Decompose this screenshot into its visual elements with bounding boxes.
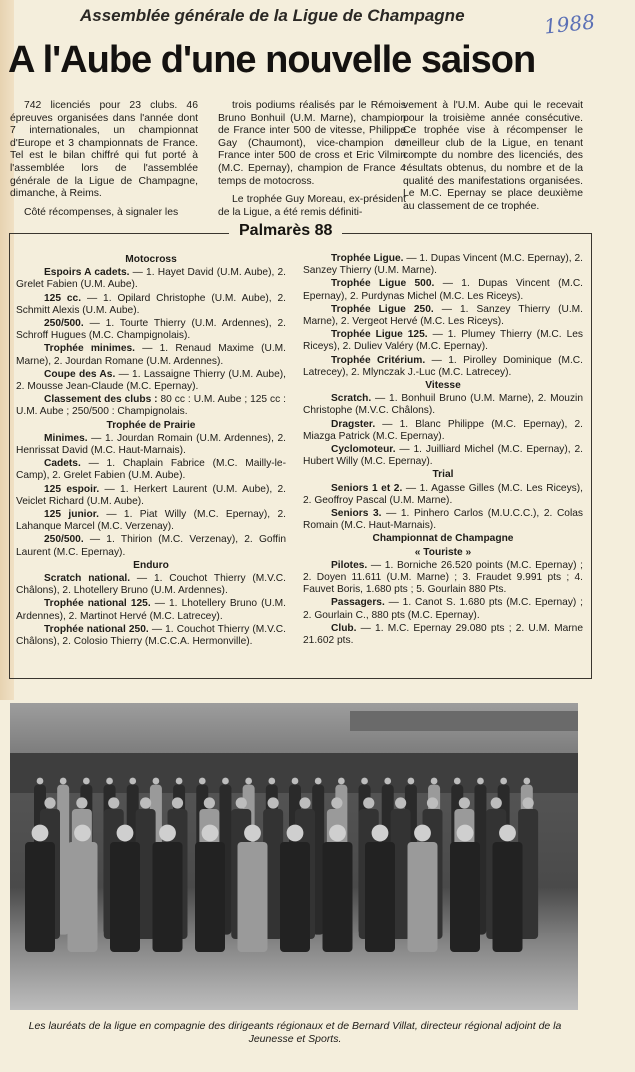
intro-paragraph: Le trophée Guy Moreau, ex-président de la Ligue, a été remis définiti- <box>218 194 406 218</box>
palmares-entry-text: — 1. Piat Willy (M.C. Epernay), 2. Lahanque Marcel (M.C. Verzenay). <box>16 509 286 533</box>
palmares-entry-label: 250/500. <box>44 318 84 330</box>
palmares-entry-label: Trophée national 125. <box>44 598 151 610</box>
palmares-entry-text: — 1. Dupas Vincent (M.C. Epernay), 2. Sanzey Thierry (U.M. Marne). <box>303 253 583 277</box>
person-head <box>268 778 275 785</box>
palmares-entry-text: — 1. Couchot Thierry (M.V.C. Châlons), 2. Lhotellery Bruno (U.M. Ardennes). <box>16 573 286 597</box>
palmares-right-column <box>303 253 583 648</box>
palmares-entry-label: Espoirs A cadets. <box>44 267 130 279</box>
intro-column-2 <box>218 100 406 225</box>
palmares-entry-label: Trophée Critérium. <box>331 354 426 366</box>
palmares-entry-text: — 1. Dupas Vincent (M.C. Epernay), 2. Purdynas Michel (M.C. Les Riceys). <box>303 278 584 302</box>
palmares-entry-text: — 1. Pinhero Carlos (M.U.C.C.), 2. Colas Romain (M.C. Haut-Marnais). <box>303 508 583 532</box>
group-photo <box>10 703 578 1010</box>
person-body <box>323 842 353 952</box>
person-body <box>365 842 395 952</box>
palmares-entry-label: Trophée national 250. <box>44 623 149 635</box>
palmares-entry-label: Trophée Ligue 125. <box>331 329 428 341</box>
person-head <box>408 778 415 785</box>
person-head <box>329 825 346 842</box>
handwritten-year: 1988 <box>542 9 597 39</box>
person-body <box>68 842 98 952</box>
palmares-entry <box>303 393 583 417</box>
palmares-entry-text: — 1. Lassaigne Thierry (U.M. Aube), 2. Mousse Jean-Claude (M.C. Epernay). <box>16 368 286 393</box>
palmares-entry-label: Pilotes. <box>331 559 368 571</box>
palmares-entry-text: — 1. Opilard Christophe (U.M. Aube), 2. Schmitt Alexis (U.M. Aube). <box>16 292 286 316</box>
person-body <box>493 842 523 952</box>
palmares-entry-label: Passagers. <box>331 597 385 609</box>
palmares-entry-text: — 1. Couchot Thierry (M.V.C. Châlons), 2. Colosio Thierry (M.C.C.A. Hermonville). <box>16 623 286 648</box>
palmares-entry-label: Club. <box>331 622 357 634</box>
palmares-entry-text: — 1. Jourdan Romain (U.M. Ardennes), 2. Henrissat David (M.C. Haut-Marnais). <box>16 432 286 457</box>
person-head <box>331 797 342 808</box>
palmares-entry-text: — 1. M.C. Epernay 29.080 pts ; 2. U.M. Marne 21.602 pts. <box>303 622 583 647</box>
palmares-entry-text: — 1. Thirion (M.C. Verzenay), 2. Goffin Laurent (M.C. Epernay). <box>16 534 286 558</box>
palmares-entry-label: Cadets. <box>44 458 81 470</box>
palmares-entry-text: — 1. Herkert Laurent (U.M. Aube), 2. Veiclet Richard (U.M. Aube). <box>16 483 286 507</box>
intro-paragraph: vement à l'U.M. Aube qui le recevait pour la troisième année consécutive. Ce trophée vise à récompenser le meilleur club de la Ligue, en tenant compte du nombre des licenciés, des résultats obtenus, du nombre et de la qualité des manifestations organisées. Le M.C. Epernay se place deuxième au classement de ce trophée. <box>403 100 583 212</box>
person-head <box>454 778 461 785</box>
person-head <box>395 797 406 808</box>
person-head <box>176 778 183 785</box>
palmares-section-heading: Trophée de Prairie <box>106 419 196 431</box>
palmares-entry-text: — 1. Chaplain Fabrice (M.C. Mailly-le-Camp), 2. Grelet Fabien (U.M. Aube). <box>16 458 286 482</box>
person-head <box>202 825 219 842</box>
person-head <box>172 797 183 808</box>
kicker-title: Assemblée générale de la Ligue de Champagne <box>80 6 465 25</box>
person-head <box>500 778 507 785</box>
palmares-entry-label: Classement des clubs : <box>44 394 158 406</box>
palmares-entry <box>303 508 583 532</box>
person-head <box>427 797 438 808</box>
palmares-entry-text: 80 cc : U.M. Aube ; 125 cc : U.M. Aube ; 250/500 : Champignolais. <box>16 394 286 418</box>
person-head <box>108 797 119 808</box>
palmares-entry-label: Coupe des As. <box>44 368 116 380</box>
person-head <box>363 797 374 808</box>
intro-paragraph: Côté récompenses, à signaler les <box>24 206 179 218</box>
person-head <box>140 797 151 808</box>
person-head <box>459 797 470 808</box>
photo-crowd <box>10 703 578 1010</box>
person-head <box>44 797 55 808</box>
palmares-entry <box>303 355 583 379</box>
palmares-title: Palmarès 88 <box>229 222 342 240</box>
palmares-entry <box>303 419 583 443</box>
palmares-entry <box>303 253 583 277</box>
palmares-section-heading: Vitesse <box>425 380 461 392</box>
person-head <box>287 825 304 842</box>
palmares-entry <box>16 318 286 342</box>
palmares-entry <box>303 304 583 328</box>
palmares-entry-text: — 1. Pirolley Dominique (M.C. Latrecey), 2. Mlynczak J.-Luc (M.C. Latrecey). <box>303 354 583 378</box>
palmares-entry <box>16 293 286 317</box>
palmares-entry-label: Minimes. <box>44 432 88 444</box>
person-head <box>199 778 206 785</box>
person-head <box>372 825 389 842</box>
palmares-entry-text: — 1. Canot S. 1.680 pts (M.C. Epernay) ; 2. Gourlain C., 880 pts (M.C. Epernay). <box>303 597 583 621</box>
person-body <box>408 842 438 952</box>
person-head <box>236 797 247 808</box>
intro-column-3 <box>403 100 583 219</box>
person-head <box>491 797 502 808</box>
person-body <box>195 842 225 952</box>
palmares-entry <box>303 597 583 621</box>
palmares-entry-label: 125 espoir. <box>44 483 100 495</box>
palmares-entry-text: — 1. Hayet David (U.M. Aube), 2. Grelet Fabien (U.M. Aube). <box>16 267 286 291</box>
palmares-entry <box>16 267 286 291</box>
person-head <box>74 825 91 842</box>
person-head <box>244 825 261 842</box>
palmares-section-heading: Championnat de Champagne <box>372 533 514 545</box>
person-head <box>477 778 484 785</box>
person-body <box>280 842 310 952</box>
person-head <box>299 797 310 808</box>
person-head <box>292 778 299 785</box>
person-body <box>25 842 55 952</box>
palmares-entry <box>16 369 286 393</box>
palmares-entry <box>16 534 286 558</box>
palmares-entry <box>303 623 583 647</box>
palmares-entry <box>303 329 583 353</box>
palmares-entry <box>303 483 583 507</box>
palmares-entry-label: Cyclomoteur. <box>331 444 396 456</box>
palmares-entry <box>16 624 286 648</box>
palmares-entry-text: — 1. Renaud Maxime (U.M. Marne), 2. Jourdan Romane (U.M. Ardennes). <box>16 343 286 367</box>
palmares-entry-text: — 1. Agasse Gilles (M.C. Les Riceys), 2. Geoffroy Pascal (U.M. Marne). <box>303 482 583 506</box>
palmares-entry-label: Scratch. <box>331 393 372 405</box>
palmares-entry <box>16 484 286 508</box>
person-head <box>414 825 431 842</box>
palmares-entry-label: Scratch national. <box>44 573 131 585</box>
palmares-entry-label: Trophée Ligue 500. <box>331 278 435 290</box>
person-head <box>60 778 67 785</box>
palmares-entry-text: — 1. Blanc Philippe (M.C. Epernay), 2. Miazga Patrick (M.C. Epernay). <box>303 418 583 442</box>
person-head <box>523 778 530 785</box>
palmares-entry <box>16 394 286 418</box>
person-head <box>117 825 134 842</box>
palmares-entry-label: Trophée minimes. <box>44 343 135 355</box>
person-body <box>238 842 268 952</box>
person-head <box>268 797 279 808</box>
palmares-entry-text: — 1. Sanzey Thierry (U.M. Marne), 2. Vergeot Hervé (M.C. Les Riceys). <box>303 303 583 328</box>
palmares-entry-text: — 1. Borniche 26.520 points (M.C. Epernay) ; 2. Doyen 11.611 (U.M. Marne) ; 3. Fraudet 9.991 pts ; 4. Fauvet Boris, 1.680 pts ; 5. Gourlain 880 Pts. <box>303 559 583 596</box>
person-head <box>159 825 176 842</box>
person-body <box>110 842 140 952</box>
person-head <box>499 825 516 842</box>
palmares-entry-label: Trophée Ligue. <box>331 253 404 264</box>
palmares-entry <box>16 509 286 533</box>
person-head <box>361 778 368 785</box>
palmares-entry <box>303 560 583 597</box>
person-head <box>37 778 44 785</box>
palmares-section-heading: Motocross <box>125 254 177 265</box>
person-head <box>222 778 229 785</box>
person-head <box>457 825 474 842</box>
palmares-entry <box>303 444 583 468</box>
palmares-entry-text: — 1. Lhotellery Bruno (U.M. Ardennes), 2. Martinot Hervé (M.C. Latrecey). <box>16 598 287 622</box>
palmares-entry-text: — 1. Tourte Thierry (U.M. Ardennes), 2. Schroff Hugues (M.C. Champignolais). <box>16 318 286 342</box>
palmares-entry-text: — 1. Juilliard Michel (M.C. Epernay), 2. Hubert Willy (M.C. Epernay). <box>303 444 583 468</box>
person-head <box>431 778 438 785</box>
palmares-entry-label: Seniors 1 et 2. <box>331 482 403 494</box>
palmares-entry-text: — 1. Bonhuil Bruno (U.M. Marne), 2. Mouzin Christophe (M.V.C. Châlons). <box>303 393 583 417</box>
person-head <box>106 778 113 785</box>
person-body <box>153 842 183 952</box>
person-body <box>450 842 480 952</box>
palmares-entry <box>16 433 286 457</box>
intro-paragraph: trois podiums réalisés par le Rémois Bruno Bonhuil (U.M. Marne), champion de France inter 500 de vitesse, Philippe Gay (Chaumont), vice-champion de France inter 500 de cross et Eric Vilmin (M.C. Epernay), champion de France 4 temps de motocross. <box>218 100 406 187</box>
intro-paragraph: 742 licenciés pour 23 clubs. 46 épreuves organisées dans l'année dont 7 internationales, un championnat d'Europe et 3 championnats de France. Tel est le bilan chiffré qui fut porté à l'assemblée lors de l'assemblée générale de la Ligue de Champagne, dimanche, à Reims. <box>10 100 198 200</box>
person-head <box>129 778 136 785</box>
palmares-entry-label: 125 cc. <box>44 292 82 304</box>
person-head <box>523 797 534 808</box>
palmares-entry <box>303 278 583 302</box>
person-head <box>384 778 391 785</box>
palmares-entry-label: 125 junior. <box>44 509 99 521</box>
person-head <box>315 778 322 785</box>
person-head <box>76 797 87 808</box>
palmares-section-heading: Enduro <box>133 559 169 571</box>
palmares-section-heading: « Touriste » <box>414 546 472 558</box>
palmares-entry <box>16 458 286 482</box>
person-head <box>32 825 49 842</box>
palmares-entry <box>16 573 286 597</box>
intro-column-1 <box>10 100 198 225</box>
headline: A l'Aube d'une nouvelle saison <box>8 39 536 81</box>
palmares-entry-label: Dragster. <box>331 418 376 430</box>
palmares-left-column <box>16 253 286 649</box>
palmares-entry-label: Seniors 3. <box>331 508 382 520</box>
palmares-entry <box>16 343 286 367</box>
photo-caption: Les lauréats de la ligue en compagnie des dirigeants régionaux et de Bernard Villat, directeur régional adjoint de la Jeunesse et Sports. <box>28 1020 562 1045</box>
palmares-section-heading: Trial <box>432 469 454 481</box>
palmares-entry-label: 250/500. <box>44 534 84 546</box>
palmares-entry-text: — 1. Plumey Thierry (M.C. Les Riceys), 2. Duliev Valéry (M.C. Epernay). <box>303 329 583 353</box>
person-head <box>83 778 90 785</box>
person-head <box>338 778 345 785</box>
person-head <box>153 778 160 785</box>
person-head <box>245 778 252 785</box>
palmares-entry-label: Trophée Ligue 250. <box>331 303 434 315</box>
palmares-entry <box>16 598 286 622</box>
person-head <box>204 797 215 808</box>
